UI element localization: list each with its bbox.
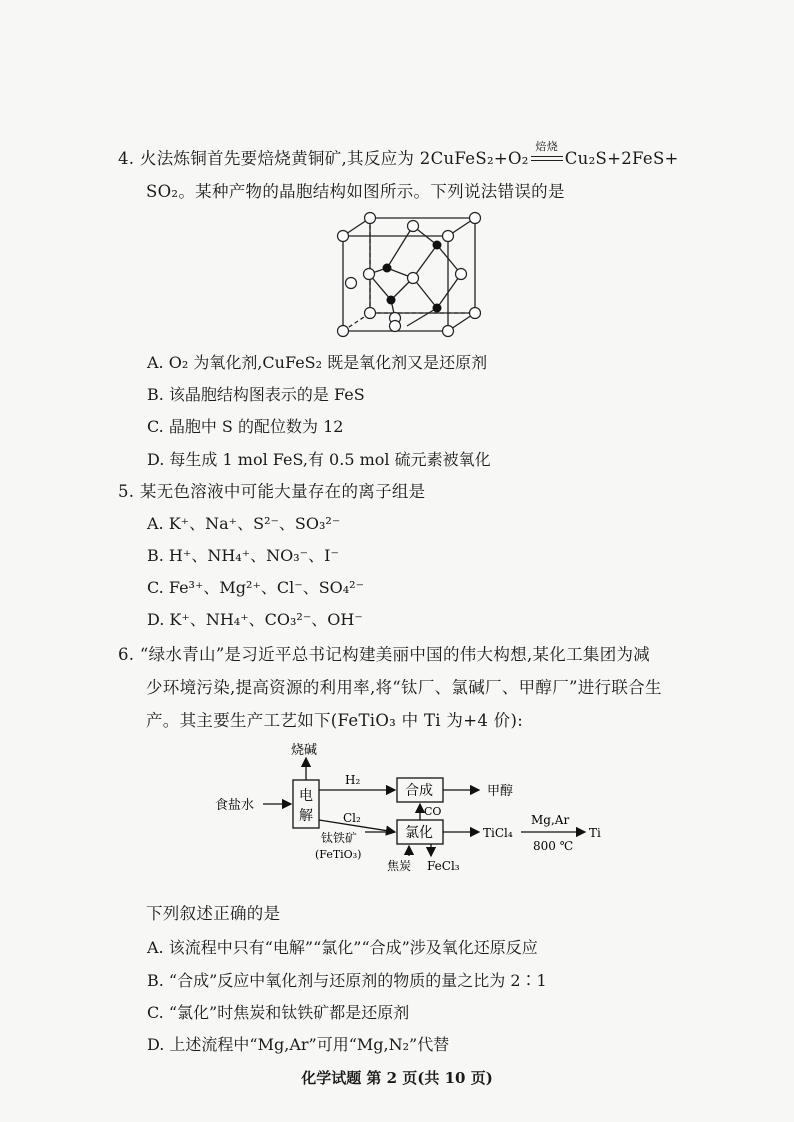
label-synthesis: 合成 <box>405 783 433 799</box>
q6-option-b: B. “合成”反应中氧化剂与还原剂的物质的量之比为 2∶1 <box>147 971 547 990</box>
label-cl2: Cl₂ <box>343 811 361 825</box>
label-ticl4: TiCl₄ <box>483 826 513 840</box>
q5-option-d: D. K⁺、NH₄⁺、CO₃²⁻、OH⁻ <box>147 610 363 629</box>
crystal-cell-figure <box>325 208 495 348</box>
q4-stem-line1 <box>118 140 679 170</box>
q6-option-d: D. 上述流程中“Mg,Ar”可用“Mg,N₂”代替 <box>147 1035 450 1054</box>
label-mg-ar: Mg,Ar <box>531 813 570 827</box>
label-caustic-soda: 烧碱 <box>291 743 318 758</box>
label-ti: Ti <box>589 826 601 840</box>
label-brine: 食盐水 <box>215 798 255 813</box>
q4-equation-right: Cu₂S+2FeS+ <box>564 149 679 168</box>
q5-option-a: A. K⁺、Na⁺、S²⁻、SO₃²⁻ <box>147 514 341 533</box>
process-flow-diagram <box>215 742 615 877</box>
q4-option-d: D. 每生成 1 mol FeS,有 0.5 mol 硫元素被氧化 <box>147 450 491 469</box>
label-temperature: 800 ℃ <box>533 839 574 853</box>
page-footer: 化学试题 第 2 页(共 10 页) <box>301 1069 493 1087</box>
label-ilmenite: 钛铁矿 <box>321 831 358 845</box>
q4-option-c: C. 晶胞中 S 的配位数为 12 <box>147 417 344 436</box>
q4-option-a: A. O₂ 为氧化剂,CuFeS₂ 既是氧化剂又是还原剂 <box>147 353 488 372</box>
q4-option-b: B. 该晶胞结构图表示的是 FeS <box>147 385 365 404</box>
label-h2: H₂ <box>345 773 361 787</box>
q5-option-b: B. H⁺、NH₄⁺、NO₃⁻、I⁻ <box>147 546 339 565</box>
label-methanol: 甲醇 <box>487 784 514 799</box>
q6-stem-line3: 产。其主要生产工艺如下(FeTiO₃ 中 Ti 为+4 价): <box>146 711 524 730</box>
reaction-condition <box>529 140 565 170</box>
label-chlorination: 氯化 <box>405 825 433 841</box>
q5-stem: 5. 某无色溶液中可能大量存在的离子组是 <box>118 482 426 501</box>
q6-stem-line1: 6. “绿水青山”是习近平总书记构建美丽中国的伟大构想,某化工集团为减 <box>118 645 651 664</box>
q4-equation-left: 4. 火法炼铜首先要焙烧黄铜矿,其反应为 2CuFeS₂+O₂ <box>118 149 529 168</box>
equal-line-top <box>531 156 563 157</box>
label-fecl3: FeCl₃ <box>427 859 460 873</box>
equal-line-bottom <box>531 160 563 161</box>
condition-label: 焙烧 <box>535 140 559 153</box>
q6-stem2: 下列叙述正确的是 <box>146 904 281 923</box>
label-electrolysis-1: 电 <box>299 788 313 804</box>
q6-stem-line2: 少环境污染,提高资源的利用率,将“钛厂、氯碱厂、甲醇厂”进行联合生 <box>146 678 662 697</box>
q4-stem-line2: SO₂。某种产物的晶胞结构如图所示。下列说法错误的是 <box>146 182 565 201</box>
q5-option-c: C. Fe³⁺、Mg²⁺、Cl⁻、SO₄²⁻ <box>147 578 365 597</box>
label-coke: 焦炭 <box>387 859 412 873</box>
q6-option-c: C. “氯化”时焦炭和钛铁矿都是还原剂 <box>147 1003 410 1022</box>
q6-option-a: A. 该流程中只有“电解”“氯化”“合成”涉及氧化还原反应 <box>147 938 538 957</box>
label-electrolysis-2: 解 <box>299 808 313 824</box>
label-ilmenite-formula: (FeTiO₃) <box>315 848 362 861</box>
label-co: CO <box>424 805 442 818</box>
